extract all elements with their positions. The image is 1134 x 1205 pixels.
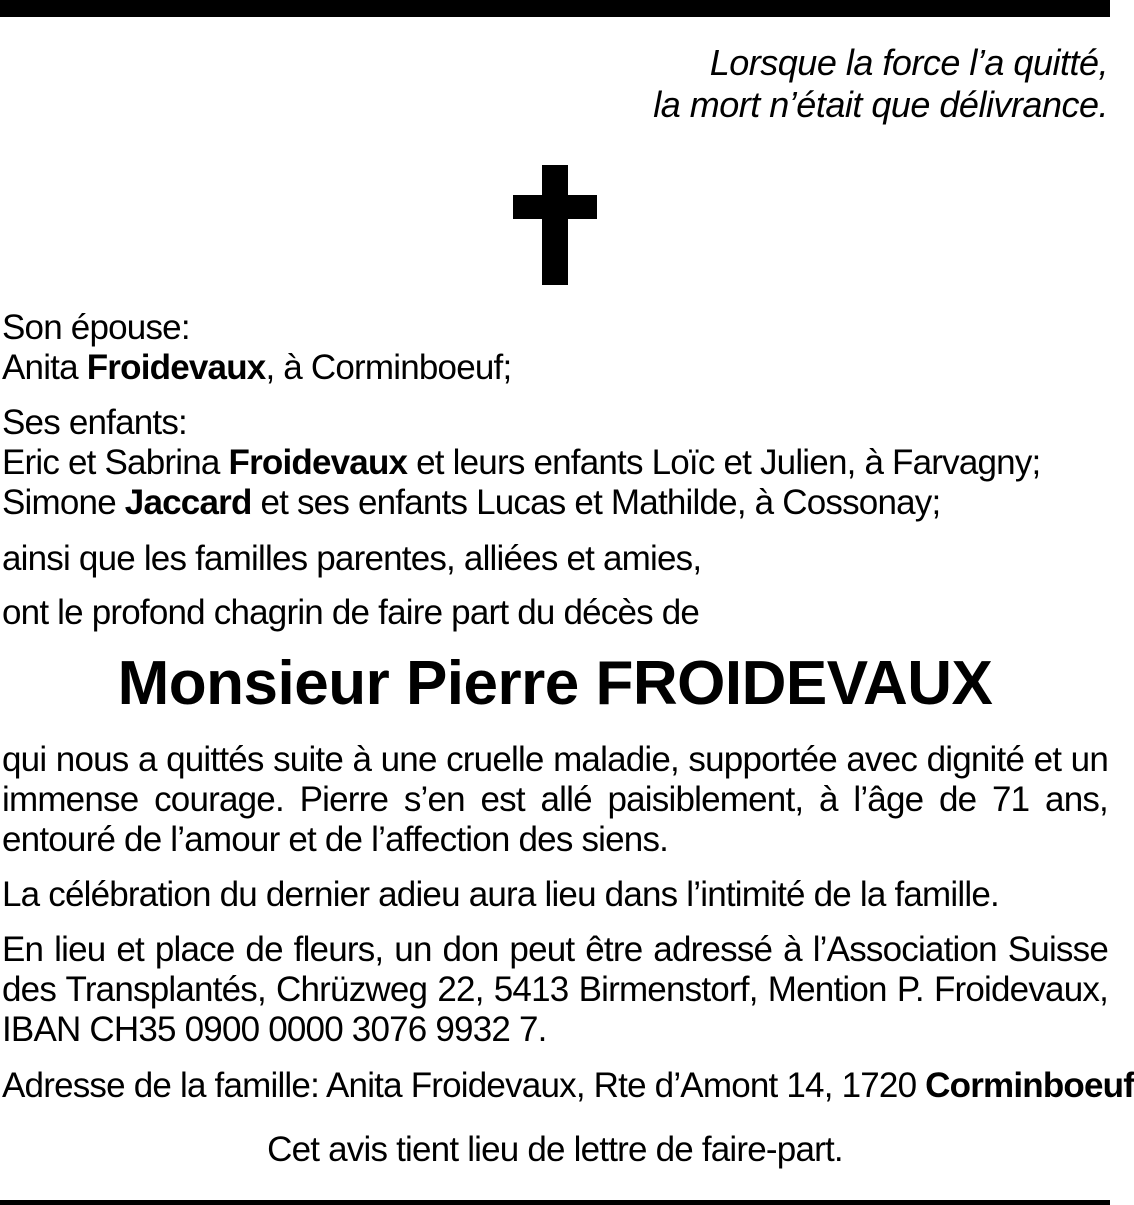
epitaph-line-2: la mort n’était que délivrance. bbox=[653, 84, 1108, 125]
child-surname: Froidevaux bbox=[228, 443, 408, 482]
bottom-rule bbox=[0, 1200, 1110, 1205]
address-town: Corminboeuf bbox=[925, 1066, 1134, 1105]
families-line: ainsi que les familles parentes, alliées et amies, bbox=[2, 539, 702, 578]
ceremony-paragraph: La célébration du dernier adieu aura lieu dans l’intimité de la famille. bbox=[2, 875, 999, 914]
family-address: Adresse de la famille: Anita Froidevaux, Rte d’Amont 14, 1720 Corminboeuf bbox=[2, 1066, 1134, 1105]
children-heading: Ses enfants: bbox=[2, 403, 187, 442]
deceased-name: Monsieur Pierre FROIDEVAUX bbox=[117, 649, 993, 718]
spouse-surname: Froidevaux bbox=[86, 348, 266, 387]
cross-icon bbox=[513, 165, 597, 285]
spouse-entry: Anita Froidevaux, à Corminboeuf; bbox=[2, 348, 512, 387]
child-entry: Simone Jaccard et ses enfants Lucas et Mathilde, à Cossonay; bbox=[2, 483, 941, 522]
children-block bbox=[2, 403, 1108, 523]
top-rule bbox=[0, 0, 1110, 17]
donation-paragraph: En lieu et place de fleurs, un don peut être adressé à l’Association Suisse des Transplantés, Chrüzweg 22, 5413 Birmenstorf, Mention P. Froidevaux, IBAN CH35 0900 0000 3076 9932 7. bbox=[2, 930, 1108, 1049]
epitaph-line-1: Lorsque la force l’a quitté, bbox=[709, 42, 1108, 83]
epitaph-quote bbox=[653, 42, 1108, 126]
announcement-line: ont le profond chagrin de faire part du décès de bbox=[2, 593, 700, 632]
child-surname: Jaccard bbox=[124, 483, 252, 522]
spouse-block bbox=[2, 308, 1108, 388]
spouse-heading: Son épouse: bbox=[2, 308, 190, 347]
child-entry: Eric et Sabrina Froidevaux et leurs enfants Loïc et Julien, à Farvagny; bbox=[2, 443, 1041, 482]
closing-note: Cet avis tient lieu de lettre de faire-part. bbox=[267, 1130, 843, 1169]
illness-paragraph: qui nous a quittés suite à une cruelle maladie, supportée avec dignité et un immense courage. Pierre s’en est allé paisiblement, à l’âge de 71 ans, entouré de l’amour et de l’affection des siens. bbox=[2, 740, 1108, 859]
